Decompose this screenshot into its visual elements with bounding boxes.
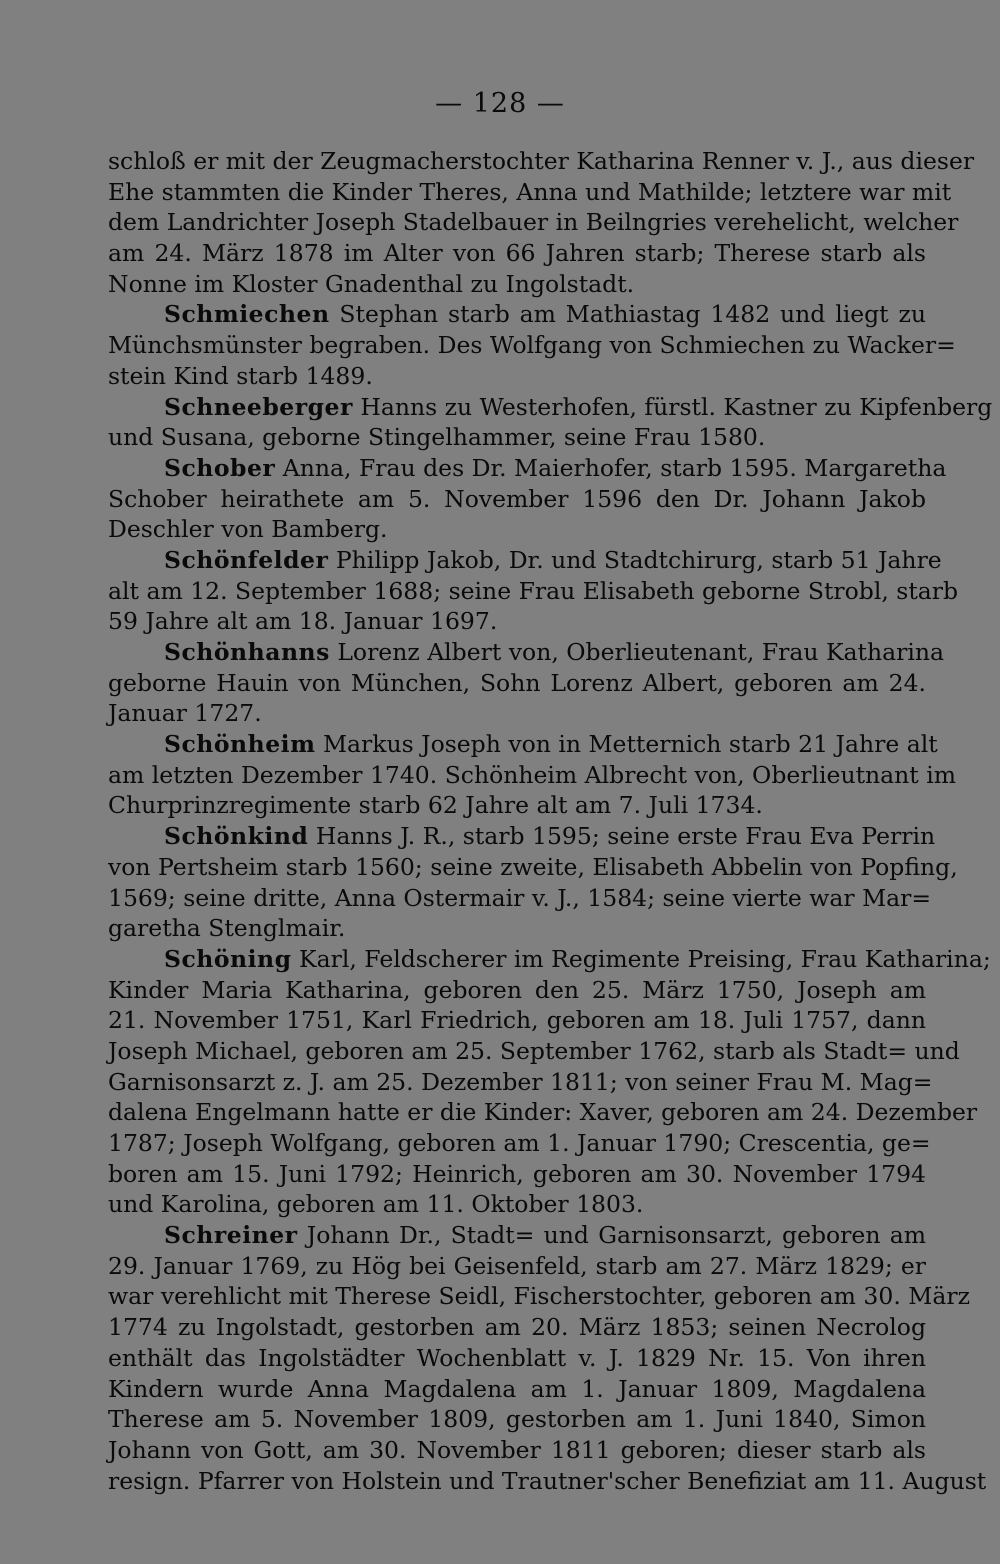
text-line — [108, 913, 926, 944]
text-line — [108, 1097, 978, 1128]
line-text: enthält das Ingolstädter Wochenblatt v. J. 1829 Nr. 15. Von ihren — [108, 1343, 926, 1372]
line-text: resign. Pfarrer von Holstein und Trautner'scher Benefiziat am 11. August — [108, 1466, 987, 1495]
entry-first-line — [108, 453, 947, 484]
text-line — [108, 146, 975, 177]
entry-heading: Schönkind — [164, 822, 309, 851]
line-text: Lorenz Albert von, Oberlieutenant, Frau Katharina — [329, 638, 945, 666]
line-text: 29. Januar 1769, zu Hög bei Geisenfeld, starb am 27. März 1829; er — [108, 1251, 926, 1280]
line-text: Philipp Jakob, Dr. und Stadtchirurg, starb 51 Jahre — [328, 545, 942, 574]
entry-heading: Schober — [164, 453, 276, 482]
text-line — [108, 1189, 926, 1220]
line-text: Schober heirathete am 5. November 1596 den Dr. Johann Jakob — [108, 484, 926, 513]
entry-first-line — [108, 299, 926, 330]
text-line — [108, 1466, 987, 1497]
line-text: Garnisonsarzt z. J. am 25. Dezember 1811; von seiner Frau M. Mag= — [108, 1067, 933, 1096]
line-text: Deschler von Bamberg. — [108, 515, 388, 544]
line-text: Münchsmünster begraben. Des Wolfgang von Schmiechen zu Wacker= — [108, 331, 956, 360]
line-text: Kindern wurde Anna Magdalena am 1. Januar 1809, Magdalena — [108, 1374, 926, 1403]
entry-first-line — [108, 821, 936, 852]
entry-heading: Schmiechen — [164, 300, 330, 329]
entry-first-line — [108, 637, 945, 668]
text-line — [108, 177, 952, 208]
line-text: stein Kind starb 1489. — [108, 361, 373, 390]
line-text: 1774 zu Ingolstadt, gestorben am 20. März 1853; seinen Necrolog — [108, 1313, 926, 1342]
text-line — [108, 1374, 926, 1405]
line-text: und Karolina, geboren am 11. Oktober 1803. — [108, 1190, 644, 1219]
text-line — [108, 207, 959, 238]
text-line — [108, 698, 926, 729]
line-text: Joseph Michael, geboren am 25. September 1762, starb als Stadt= und — [108, 1036, 960, 1065]
line-text: Januar 1727. — [108, 699, 262, 728]
line-text: alt am 12. September 1688; seine Frau Elisabeth geborne Strobl, starb — [108, 576, 959, 605]
text-line — [108, 1036, 960, 1067]
line-text: boren am 15. Juni 1792; Heinrich, geboren am 30. November 1794 — [108, 1159, 926, 1188]
line-text: am letzten Dezember 1740. Schönheim Albrecht von, Oberlieutnant im — [108, 760, 957, 789]
entry-first-line — [108, 392, 993, 423]
line-text: Hanns zu Westerhofen, fürstl. Kastner zu Kipfenberg — [352, 392, 993, 421]
line-text: geborne Hauin von München, Sohn Lorenz Albert, geboren am 24. — [108, 668, 926, 697]
text-line — [108, 1435, 926, 1466]
line-text: von Pertsheim starb 1560; seine zweite, Elisabeth Abbelin von Popfing, — [108, 852, 958, 881]
page-number: — 128 — — [435, 88, 565, 119]
text-line — [108, 1128, 931, 1159]
text-line — [108, 576, 959, 607]
entry-first-line — [108, 944, 991, 975]
line-text: Kinder Maria Katharina, geboren den 25. März 1750, Joseph am — [108, 975, 926, 1004]
text-line — [108, 1343, 926, 1374]
entry-first-line — [108, 729, 938, 760]
text-line — [108, 1251, 926, 1282]
text-line — [108, 1067, 933, 1098]
text-line — [108, 238, 926, 269]
text-line — [108, 790, 926, 821]
text-line — [108, 1159, 926, 1190]
line-text: 59 Jahre alt am 18. Januar 1697. — [108, 607, 498, 636]
text-line — [108, 883, 932, 914]
line-text: Churprinzregimente starb 62 Jahre alt am 7. Juli 1734. — [108, 791, 763, 820]
text-line — [108, 606, 926, 637]
text-line — [108, 484, 926, 515]
text-line — [108, 269, 926, 300]
text-line — [108, 852, 958, 883]
line-text: Johann Dr., Stadt= und Garnisonsarzt, geboren am — [297, 1221, 926, 1250]
line-text: Markus Joseph von in Metternich starb 21 Jahre alt — [315, 730, 938, 759]
line-text: Stephan starb am Mathiastag 1482 und liegt zu — [329, 300, 926, 329]
line-text: 21. November 1751, Karl Friedrich, geboren am 18. Juli 1757, dann — [108, 1006, 926, 1035]
line-text: und Susana, geborne Stingelhammer, seine Frau 1580. — [108, 423, 766, 452]
line-text: dalena Engelmann hatte er die Kinder: Xaver, geboren am 24. Dezember — [108, 1098, 978, 1127]
line-text: Nonne im Kloster Gnadenthal zu Ingolstadt. — [108, 269, 635, 298]
line-text: war verehlicht mit Therese Seidl, Fischerstochter, geboren am 30. März — [108, 1282, 970, 1311]
text-line — [108, 422, 926, 453]
text-line — [108, 1404, 926, 1435]
line-text: 1787; Joseph Wolfgang, geboren am 1. Januar 1790; Crescentia, ge= — [108, 1129, 931, 1157]
entry-heading: Schönhanns — [164, 638, 330, 666]
entry-heading: Schöning — [164, 944, 292, 973]
line-text: Ehe stammten die Kinder Theres, Anna und Mathilde; letztere war mit — [108, 177, 952, 206]
text-line — [108, 1281, 970, 1312]
text-line — [108, 330, 956, 361]
line-text: Anna, Frau des Dr. Maierhofer, starb 1595. Margaretha — [275, 453, 947, 482]
line-text: am 24. März 1878 im Alter von 66 Jahren starb; Therese starb als — [108, 239, 926, 268]
entry-heading: Schönheim — [164, 730, 316, 759]
line-text: Therese am 5. November 1809, gestorben am 1. Juni 1840, Simon — [108, 1405, 926, 1434]
line-text: Johann von Gott, am 30. November 1811 geboren; dieser starb als — [108, 1435, 926, 1464]
entry-heading: Schneeberger — [164, 392, 353, 421]
entry-first-line — [108, 1220, 926, 1251]
text-line — [108, 1005, 926, 1036]
line-text: Karl, Feldscherer im Regimente Preising, Frau Katharina; — [291, 944, 991, 973]
line-text: garetha Stenglmair. — [108, 914, 346, 943]
line-text: 1569; seine dritte, Anna Ostermair v. J., 1584; seine vierte war Mar= — [108, 883, 932, 912]
entry-heading: Schönfelder — [164, 545, 329, 574]
text-line — [108, 361, 926, 392]
line-text: schloß er mit der Zeugmacherstochter Katharina Renner v. J., aus dieser — [108, 147, 975, 175]
line-text: dem Landrichter Joseph Stadelbauer in Beilngries verehelicht, welcher — [108, 208, 959, 237]
text-line — [108, 1312, 926, 1343]
text-body — [108, 146, 993, 1496]
line-text: Hanns J. R., starb 1595; seine erste Frau Eva Perrin — [308, 822, 936, 851]
entry-first-line — [108, 545, 942, 576]
text-line — [108, 760, 957, 791]
text-line — [108, 668, 926, 699]
text-line — [108, 514, 926, 545]
entry-heading: Schreiner — [164, 1221, 298, 1250]
text-line — [108, 975, 926, 1006]
